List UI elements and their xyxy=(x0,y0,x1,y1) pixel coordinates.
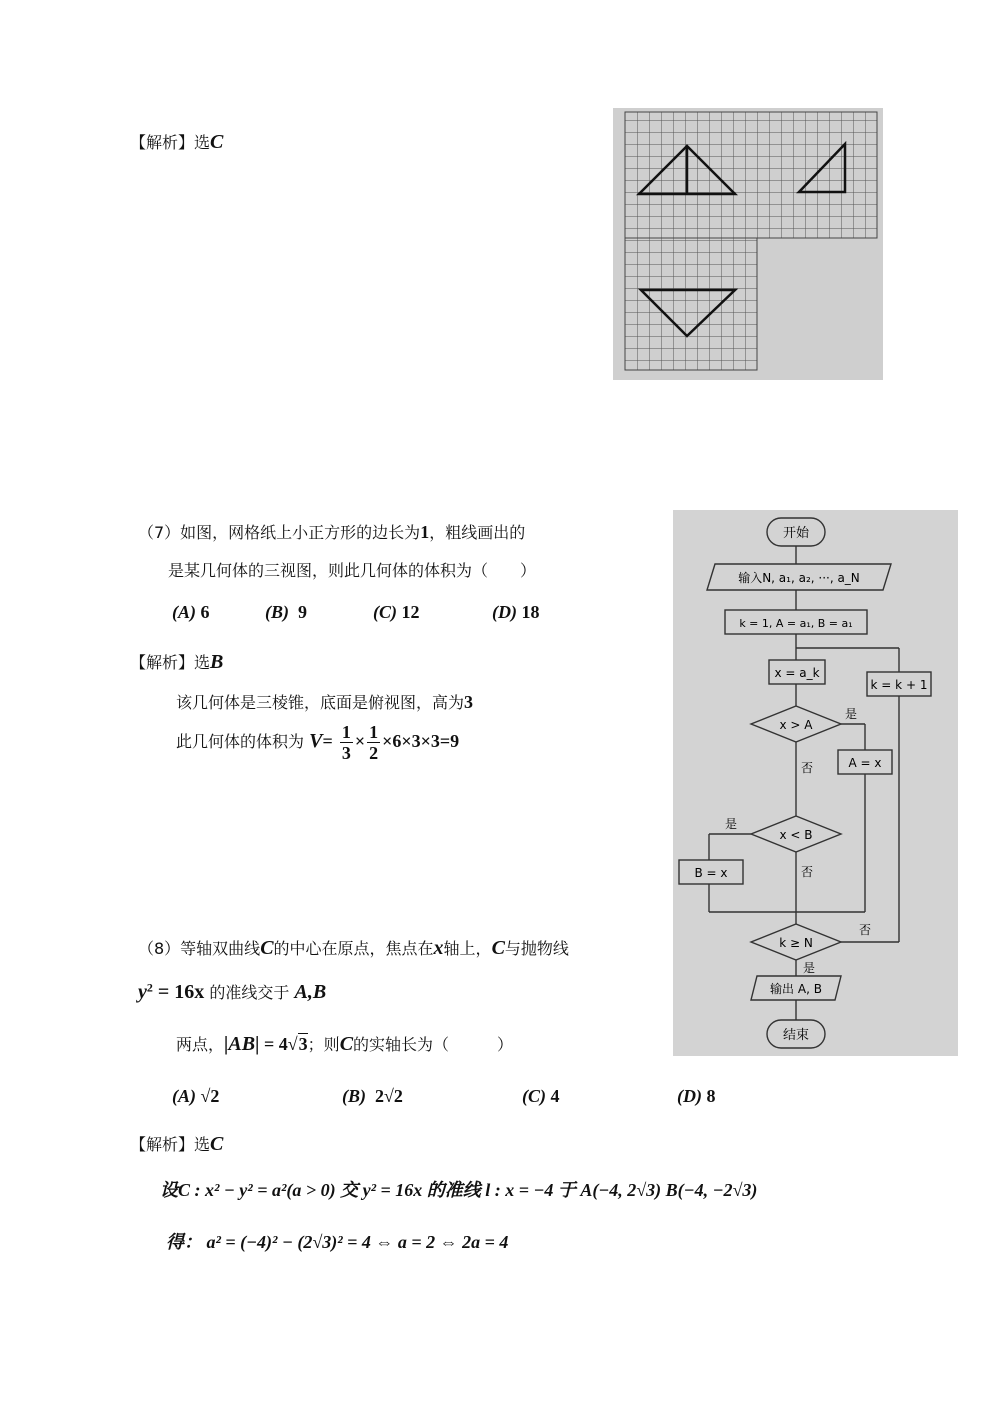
q7-option-b xyxy=(265,602,307,623)
option-letter: (B) xyxy=(265,602,289,622)
flowchart-figure xyxy=(673,510,958,1056)
q8-stem-line1 xyxy=(138,936,569,960)
q8-solution-line1: 设C : x² − y² = a²(a > 0) 交 y² = 16x 的准线 l : x = −4 于 A(−4, 2√3) B(−4, −2√3) xyxy=(160,1180,758,1200)
q8-solution-line2: 得： a² = (−4)² − (2√3)² = 4 ⇔ a = 2 ⇔ 2a = 4 xyxy=(166,1232,509,1252)
flow-set-b: B = x xyxy=(694,866,728,880)
option-value: 4 xyxy=(550,1086,560,1106)
option-letter: (D) xyxy=(492,602,517,622)
frac-den: 2 xyxy=(369,743,379,763)
flow-start: 开始 xyxy=(782,526,810,541)
solution-num: 3 xyxy=(464,692,474,712)
flow-no-1: 否 xyxy=(801,761,814,775)
option-letter: (A) xyxy=(172,602,196,622)
flow-no-2: 否 xyxy=(801,865,814,879)
option-value: 2√2 xyxy=(375,1086,403,1106)
flow-output: 输出 A, B xyxy=(770,982,822,996)
q8-var: C xyxy=(339,1033,354,1055)
q8-text: 与抛物线 xyxy=(504,939,569,958)
q7-stem-line1 xyxy=(138,520,525,543)
option-letter: (A) xyxy=(172,1086,196,1106)
q8-var: x xyxy=(433,937,444,959)
q8-text: 轴上， xyxy=(443,939,492,958)
option-value: 18 xyxy=(521,602,540,622)
option-value: √2 xyxy=(200,1086,220,1106)
three-view-figure xyxy=(613,108,883,380)
flow-assign: x = a_k xyxy=(774,666,820,680)
flow-cond2: x < B xyxy=(779,828,813,842)
q7-option-c xyxy=(373,602,420,623)
flow-yes-1: 是 xyxy=(845,707,858,721)
q7-num: 1 xyxy=(420,522,430,542)
answer-letter: C xyxy=(210,131,224,153)
solution-text: 此几何体的体积为 xyxy=(176,732,305,751)
expression-tail: ×6×3×3=9 xyxy=(382,731,460,751)
flow-cond3: k ≥ N xyxy=(779,936,813,950)
q7-text: （7）如图，网格纸上小正方形的边长为 xyxy=(138,523,421,542)
answer-letter: B xyxy=(210,651,224,673)
q7-solution-line2: 此几何体的体积为 V= $\frac{1}{3}$ × $\frac{1}{2}$ ×6×3×3=9 xyxy=(176,722,460,763)
q8-text: 的实轴长为（ ） xyxy=(353,1035,514,1054)
q8-option-b xyxy=(342,1086,403,1107)
q8-option-d xyxy=(677,1086,716,1107)
q8-text: 两点， xyxy=(176,1035,225,1054)
q8-var: y xyxy=(138,981,147,1003)
frac-den: 3 xyxy=(341,743,351,763)
q7-text: ，粗线画出的 xyxy=(429,523,526,542)
q7-solution-line1 xyxy=(176,690,473,713)
q8-var: C xyxy=(260,937,274,959)
flowchart-svg xyxy=(673,510,958,1056)
q7-analysis xyxy=(130,650,223,674)
q8-option-c xyxy=(522,1086,560,1107)
three-view-svg xyxy=(613,108,883,380)
analysis-label-1 xyxy=(130,130,223,154)
q8-eq: = 4 xyxy=(259,1034,288,1054)
flow-set-a: A = x xyxy=(848,756,882,770)
q8-rad: 3 xyxy=(298,1034,308,1054)
q8-abs: |AB| xyxy=(224,1033,260,1055)
option-letter: (C) xyxy=(373,602,397,622)
equals: = xyxy=(322,731,333,751)
flow-incr: k = k + 1 xyxy=(870,678,928,692)
option-letter: (D) xyxy=(677,1086,702,1106)
option-letter: (B) xyxy=(342,1086,366,1106)
flow-end: 结束 xyxy=(782,1028,810,1043)
q8-text: （8）等轴双曲线 xyxy=(138,939,261,958)
volume-symbol: V xyxy=(309,730,323,752)
frac-num: 1 xyxy=(341,722,351,742)
q8-text: ；则 xyxy=(307,1035,340,1054)
analysis-text: 【解析】选 xyxy=(130,653,211,672)
flow-cond1: x > A xyxy=(779,718,813,732)
flow-init: k = 1, A = a₁, B = a₁ xyxy=(739,617,853,630)
q7-stem-line2: 是某几何体的三视图，则此几何体的体积为（ ） xyxy=(168,561,537,580)
option-value: 6 xyxy=(200,602,210,622)
flow-input: 输入N, a₁, a₂, ···, a_N xyxy=(738,571,860,585)
option-value: 9 xyxy=(298,602,307,622)
fraction-one-half xyxy=(367,722,380,763)
q8-option-a xyxy=(172,1086,219,1107)
q8-stem-line2: $y^2 = 16x$ 的准线交于 A,B xyxy=(138,980,327,1003)
q8-text: 的准线交于 xyxy=(209,983,290,1002)
analysis-text: 【解析】选 xyxy=(130,1135,211,1154)
analysis-text: 【解析】选 xyxy=(130,133,211,152)
flow-no-3: 否 xyxy=(859,923,872,937)
answer-letter: C xyxy=(210,1133,224,1155)
fraction-one-third xyxy=(340,722,353,763)
flow-yes-2: 是 xyxy=(725,817,738,831)
q8-stem-line3: 两点，|AB| = 4√3；则C的实轴长为（ ） xyxy=(176,1033,514,1055)
q8-text: 的中心在原点，焦点在 xyxy=(273,939,434,958)
q8-var: A,B xyxy=(294,981,327,1003)
option-value: 8 xyxy=(706,1086,716,1106)
option-letter: (C) xyxy=(522,1086,546,1106)
q8-analysis xyxy=(130,1132,223,1156)
q7-option-a xyxy=(172,602,210,623)
q7-option-d xyxy=(492,602,540,623)
solution-text: 该几何体是三棱锥，底面是俯视图，高为 xyxy=(176,693,465,712)
option-value: 12 xyxy=(401,602,420,622)
frac-num: 1 xyxy=(369,722,379,742)
q8-var: C xyxy=(491,937,505,959)
flow-yes-3: 是 xyxy=(803,961,816,975)
q8-eq: = 16x xyxy=(152,981,205,1003)
